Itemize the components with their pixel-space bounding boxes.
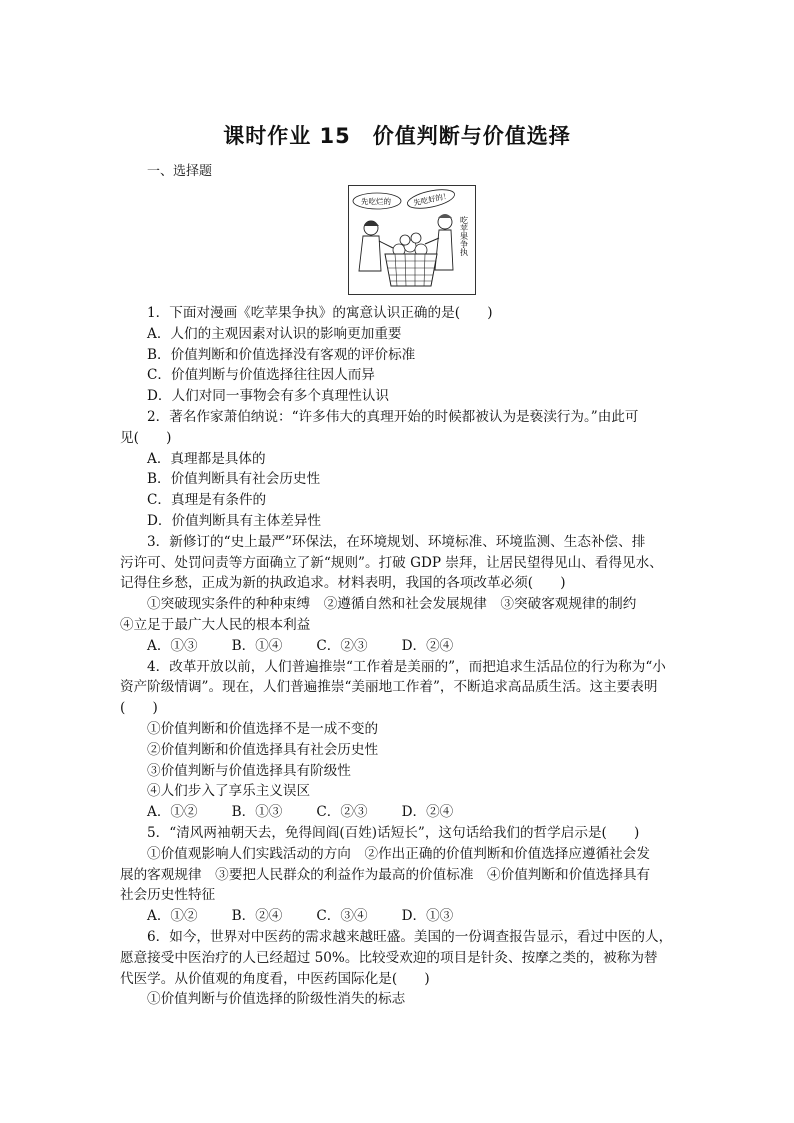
question-list [120, 303, 680, 1010]
q6-stem-line3: 代医学。从价值观的角度看，中医药国际化是( ) [120, 970, 430, 987]
q3-choices [120, 636, 680, 657]
q1-option-c: C．价值判断与价值选择往往因人而异 [147, 367, 375, 384]
q3-items-line2: ④立足于最广大人民的根本利益 [120, 616, 311, 633]
q5-choice-b: B．②④ [231, 908, 283, 925]
q6-stem-line2: 愿意接受中医治疗的人已经超过 50%。比较受欢迎的项目是针灸、按摩之类的，被称为替 [120, 949, 658, 966]
q3-items-line1: ①突破现实条件的种种束缚 ②遵循自然和社会发展规律 ③突破客观规律的制约 [147, 596, 637, 613]
q1-option-d: D．人们对同一事物会有多个真理性认识 [147, 388, 389, 405]
q4-choice-d: D．②④ [401, 804, 454, 821]
q4-stem-line1: 4．改革开放以前，人们普遍推崇“工作着是美丽的”，而把追求生活品位的行为称为“小 [147, 658, 666, 675]
q5-stem: 5．“清风两袖朝天去，免得闾阎(百姓)话短长”，这句话给我们的哲学启示是( ) [147, 824, 640, 841]
q6-item-1: ①价值判断与价值选择的阶级性消失的标志 [147, 991, 406, 1008]
q2-option-b: B．价值判断具有社会历史性 [147, 471, 321, 488]
q5-choice-d: D．①③ [401, 908, 454, 925]
q6-stem-line1: 6．如今，世界对中医药的需求越来越旺盛。美国的一份调查报告显示，看过中医的人， [147, 928, 673, 945]
q5-items-line1: ①价值观影响人们实践活动的方向 ②作出正确的价值判断和价值选择应遵循社会发 [147, 845, 650, 862]
cartoon-image [348, 185, 476, 295]
cartoon-drawing [349, 186, 475, 294]
q4-stem-line3: ( ) [120, 700, 158, 717]
q2-option-c: C．真理是有条件的 [147, 492, 267, 509]
q2-option-a: A．真理都是具体的 [147, 450, 266, 467]
q2-stem-line1: 2．著名作家萧伯纳说：“许多伟大的真理开始的时候都被认为是亵渎行为。”由此可 [147, 408, 639, 425]
q4-item-4: ④人们步入了享乐主义误区 [147, 783, 311, 800]
page-title: 课时作业 15 价值判断与价值选择 [223, 124, 571, 148]
q5-choices [120, 906, 680, 927]
q3-choice-c: C．②③ [316, 637, 368, 654]
q5-choice-a: A．①② [147, 908, 198, 925]
q5-choice-c: C．③④ [316, 908, 368, 925]
q5-items-line3: 社会历史性特征 [120, 887, 216, 904]
q2-stem-line2: 见( ) [120, 429, 172, 446]
q4-item-3: ③价值判断与价值选择具有阶级性 [147, 762, 351, 779]
q4-choices [120, 802, 680, 823]
q5-items-line2: 展的客观规律 ③要把人民群众的利益作为最高的价值标准 ④价值判断和价值选择具有 [120, 866, 651, 883]
q3-stem-line1: 3．新修订的“史上最严”环保法，在环境规划、环境标准、环境监测、生态补偿、排 [147, 533, 646, 550]
q4-item-1: ①价值判断和价值选择不是一成不变的 [147, 720, 379, 737]
q1-stem: 1．下面对漫画《吃苹果争执》的寓意认识正确的是( ) [147, 305, 493, 321]
q1-option-b: B．价值判断和价值选择没有客观的评价标准 [147, 346, 416, 363]
cartoon-caption: 吃苹果争执 [459, 216, 469, 256]
q3-choice-b: B．①④ [231, 637, 283, 654]
bubble-left-text: 先吃烂的 [361, 197, 391, 206]
q1-option-a: A．人们的主观因素对认识的影响更加重要 [147, 325, 402, 342]
section-heading: 一、选择题 [147, 164, 213, 179]
q3-choice-d: D．②④ [401, 637, 454, 654]
bubble-right-text: 先吃好的！ [412, 191, 452, 208]
q4-stem-line2: 资产阶级情调”。现在，人们普遍推崇“美丽地工作着”，不断追求高品质生活。这主要表明 [120, 679, 658, 696]
q4-choice-c: C．②③ [316, 804, 368, 821]
q3-stem-line2: 污许可、处罚问责等方面确立了新“规则”。打破 GDP 崇拜，让居民望得见山、看得见水、 [120, 554, 663, 571]
q4-choice-a: A．①② [147, 804, 198, 821]
q2-option-d: D．价值判断具有主体差异性 [147, 512, 322, 529]
q3-stem-line3: 记得住乡愁，正成为新的执政追求。材料表明，我国的各项改革必须( ) [120, 575, 566, 592]
q3-choice-a: A．①③ [147, 637, 198, 654]
q4-item-2: ②价值判断和价值选择具有社会历史性 [147, 741, 379, 758]
q4-choice-b: B．①③ [231, 804, 283, 821]
